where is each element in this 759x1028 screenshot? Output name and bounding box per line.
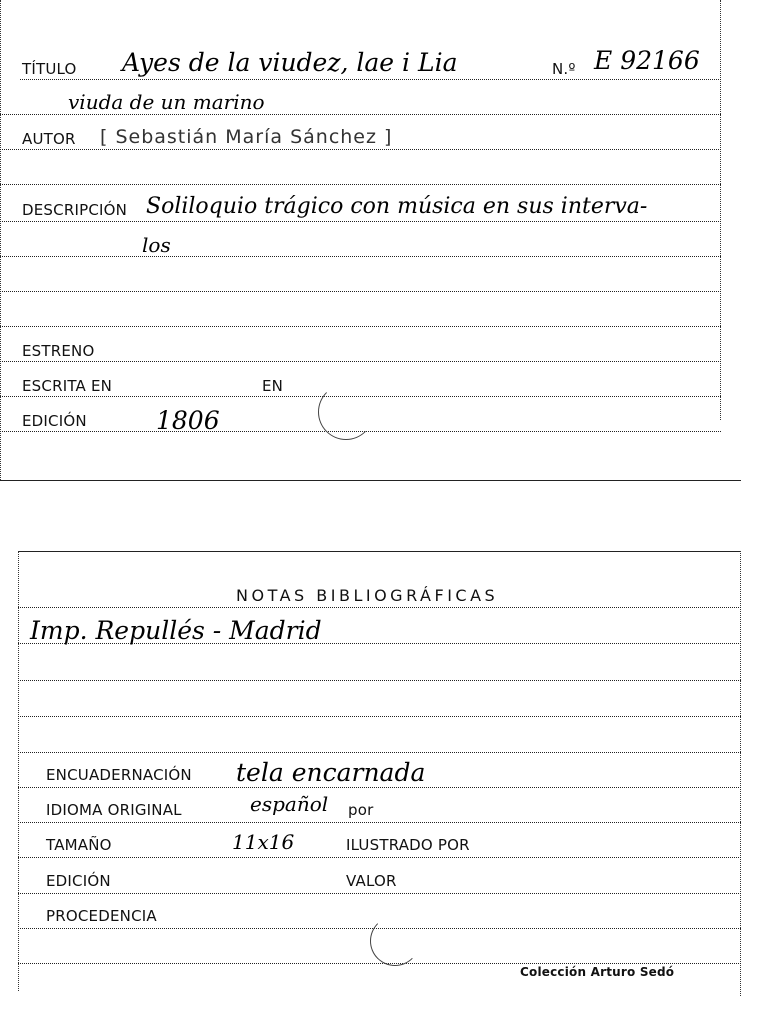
encuadernacion-value: tela encarnada bbox=[236, 758, 426, 787]
idioma-value: español bbox=[250, 792, 329, 816]
titulo-label: TÍTULO bbox=[22, 60, 77, 78]
tamano-line bbox=[18, 857, 741, 858]
edicion-label: EDICIÓN bbox=[22, 412, 87, 430]
tamano-label: TAMAÑO bbox=[46, 836, 112, 854]
tamano-value: 11x16 bbox=[232, 830, 295, 854]
notas-line-1 bbox=[18, 643, 741, 644]
autor-label: AUTOR bbox=[22, 130, 76, 148]
idioma-line bbox=[18, 822, 741, 823]
autor-value: [ Sebastián María Sánchez ] bbox=[100, 126, 393, 148]
encuadernacion-line bbox=[18, 787, 741, 788]
en-label: EN bbox=[262, 377, 284, 395]
estreno-label: ESTRENO bbox=[22, 342, 95, 360]
card2-top-edge bbox=[18, 551, 741, 552]
por-label: por bbox=[348, 801, 374, 819]
notas-value: Imp. Repullés - Madrid bbox=[30, 616, 322, 645]
edicion-value: 1806 bbox=[156, 406, 220, 435]
notas-heading-line bbox=[18, 607, 741, 608]
encuadernacion-label: ENCUADERNACIÓN bbox=[46, 766, 192, 784]
titulo-value-line2: viuda de un marino bbox=[68, 90, 265, 114]
punch-hole-2 bbox=[370, 916, 420, 966]
escrita-en-label: ESCRITA EN bbox=[22, 377, 113, 395]
card2-left-border bbox=[18, 551, 19, 991]
notas-line-4 bbox=[18, 752, 741, 753]
valor-label: VALOR bbox=[346, 872, 397, 890]
numero-label: N.º bbox=[552, 60, 576, 78]
descripcion-label: DESCRIPCIÓN bbox=[22, 201, 128, 219]
coleccion-label: Colección Arturo Sedó bbox=[520, 965, 675, 979]
notas-line-3 bbox=[18, 716, 741, 717]
edicion2-line bbox=[18, 893, 741, 894]
ilustrado-label: ILUSTRADO POR bbox=[346, 836, 470, 854]
numero-value: E 92166 bbox=[594, 46, 700, 75]
titulo-value: Ayes de la viudez, lae i Lia bbox=[122, 48, 458, 77]
idioma-label: IDIOMA ORIGINAL bbox=[46, 801, 182, 819]
notas-line-2 bbox=[18, 680, 741, 681]
card2-right-border bbox=[740, 551, 741, 996]
procedencia-label: PROCEDENCIA bbox=[46, 907, 157, 925]
blank-line-5 bbox=[18, 963, 741, 964]
descripcion-value: Soliloquio trágico con música en sus interva- bbox=[146, 194, 648, 219]
notas-heading: NOTAS BIBLIOGRÁFICAS bbox=[236, 586, 499, 605]
edicion2-label: EDICIÓN bbox=[46, 872, 111, 890]
descripcion-value-line2: los bbox=[142, 233, 171, 257]
